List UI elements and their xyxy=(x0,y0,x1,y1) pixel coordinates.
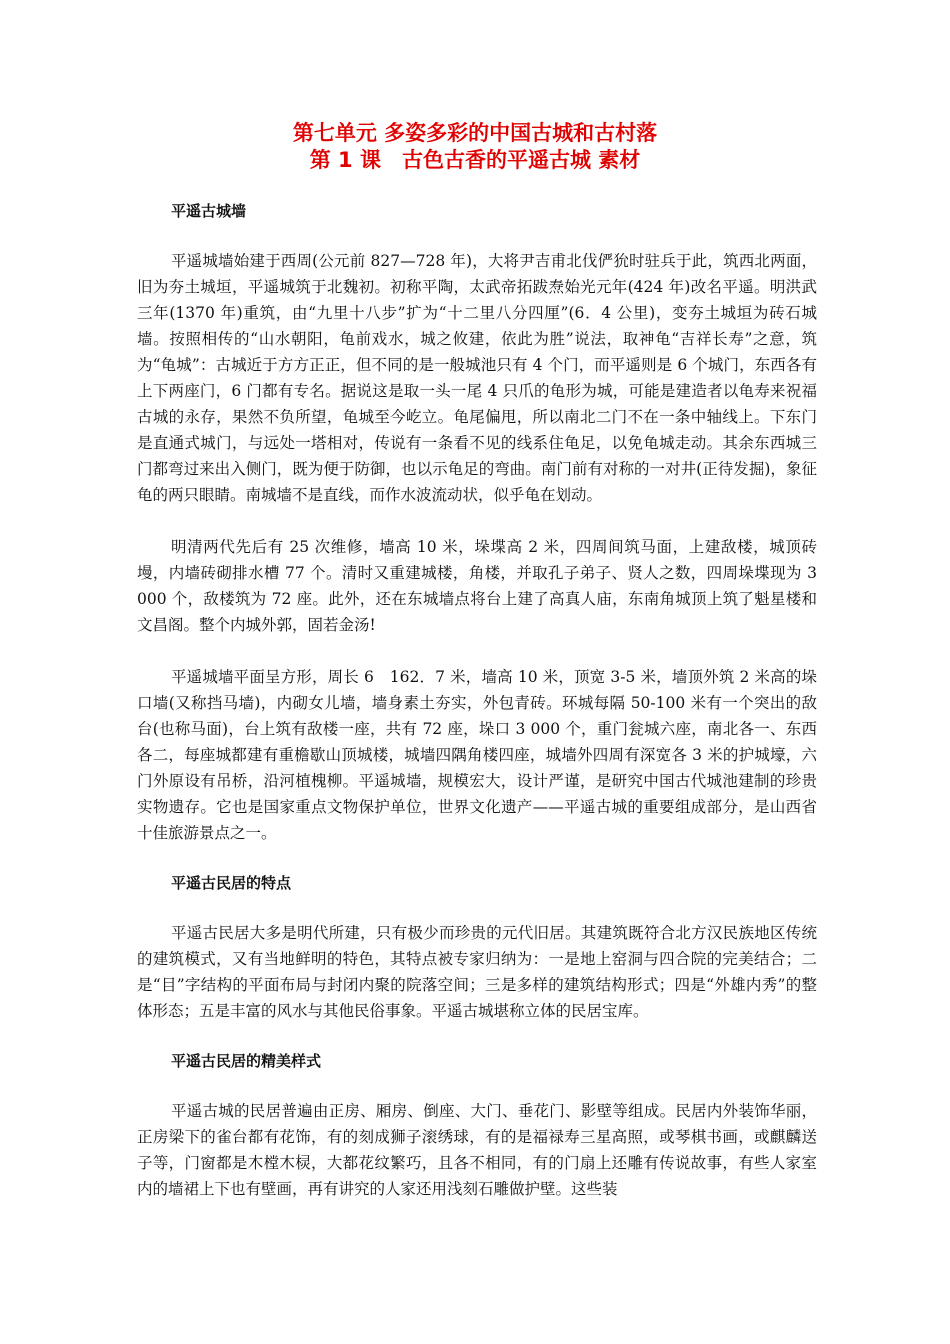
section-heading-dwelling-styles: 平遥古民居的精美样式 xyxy=(171,1052,322,1070)
document-title xyxy=(0,120,950,174)
title-line-unit: 第七单元 多姿多彩的中国古城和古村落 xyxy=(292,121,658,145)
section-heading-dwelling-features: 平遥古民居的特点 xyxy=(171,874,292,892)
paragraph-dwelling-features: 平遥古民居大多是明代所建，只有极少而珍贵的元代旧居。其建筑既符合北方汉民族地区传统的建筑模式，又有当地鲜明的特色，其特点被专家归纳为：一是地上窑洞与四合院的完美结合；二是“目”字结构的平面布局与封闭内聚的院落空间；三是多样的建筑结构形式；四是“外雄内秀”的整体形态；五是丰富的风水与其他民俗事象。平遥古城堪称立体的民居宝库。 xyxy=(137,924,817,1020)
title-line-lesson: 第 1 课 古色古香的平遥古城 素材 xyxy=(309,148,641,172)
paragraph-city-wall-repairs: 明清两代先后有 25 次维修，墙高 10 米，垛堞高 2 米，四周间筑马面，上建敌楼，城顶砖墁，内墙砖砌排水槽 77 个。清时又重建城楼，角楼，并取孔子弟子、贤人之数，四周垛堞现为 3 000 个，敌楼筑为 72 座。此外，还在东城墙点将台上建了高真人庙，东南角城顶上筑了魁星楼和文昌阁。整个内城外郭，固若金汤! xyxy=(137,538,817,634)
paragraph-city-wall-history: 平遥城墙始建于西周(公元前 827—728 年)，大将尹吉甫北伐俨狁时驻兵于此，筑西北两面，旧为夯土城垣，平遥城筑于北魏初。初称平陶，太武帝拓跋焘始光元年(424 年)改名平遥。明洪武三年(1370 年)重筑，由“九里十八步”扩为“十二里八分四厘”(6．4 公里)，变夯土城垣为砖石城墙。按照相传的“山水朝阳，龟前戏水，城之攸建，依此为胜”说法，取神龟“吉祥长寿”之意，筑为“龟城”：古城近于方方正正，但不同的是一般城池只有 4 个门，而平遥则是 6 个城门，东西各有上下两座门，6 门都有专名。据说这是取一头一尾 4 只爪的龟形为城，可能是建造者以龟寿来祝福古城的永存，果然不负所望，龟城至今屹立。龟尾偏甩，所以南北二门不在一条中轴线上。下东门是直通式城门，与远处一塔相对，传说有一条看不见的线系住龟足，以免龟城走动。其余东西城三门都弯过来出入侧门，既为便于防御，也以示龟足的弯曲。南门前有对称的一对井(正待发掘)，象征龟的两只眼睛。南城墙不是直线，而作水波流动状，似乎龟在划动。 xyxy=(137,252,817,504)
paragraph-city-wall-structure: 平遥城墙平面呈方形，周长 6 162．7 米，墙高 10 米，顶宽 3-5 米，墙顶外筑 2 米高的垛口墙(又称挡马墙)，内砌女儿墙，墙身素土夯实，外包青砖。环城每隔 50-100 米有一个突出的敌台(也称马面)，台上筑有敌楼一座，共有 72 座，垛口 3 000 个，重门瓮城六座，南北各一、东西各二，每座城都建有重檐歇山顶城楼，城墙四隅角楼四座，城墙外四周有深宽各 3 米的护城壕，六门外原设有吊桥，沿河植槐柳。平遥城墙，规模宏大，设计严谨，是研究中国古代城池建制的珍贵实物遗存。它也是国家重点文物保护单位，世界文化遗产——平遥古城的重要组成部分，是山西省十佳旅游景点之一。 xyxy=(137,668,817,842)
document-body xyxy=(137,198,817,1202)
paragraph-dwelling-styles: 平遥古城的民居普遍由正房、厢房、倒座、大门、垂花门、影壁等组成。民居内外装饰华丽，正房梁下的雀台都有花饰，有的刻成狮子滚绣球，有的是福禄寿三星高照，或琴棋书画，或麒麟送子等，门窗都是木樘木棂，大都花纹繁巧，且各不相同，有的门扇上还雕有传说故事，有些人家室内的墙裙上下也有壁画，再有讲究的人家还用浅刻石雕做护壁。这些装 xyxy=(137,1102,817,1198)
section-heading-city-wall: 平遥古城墙 xyxy=(171,202,247,220)
